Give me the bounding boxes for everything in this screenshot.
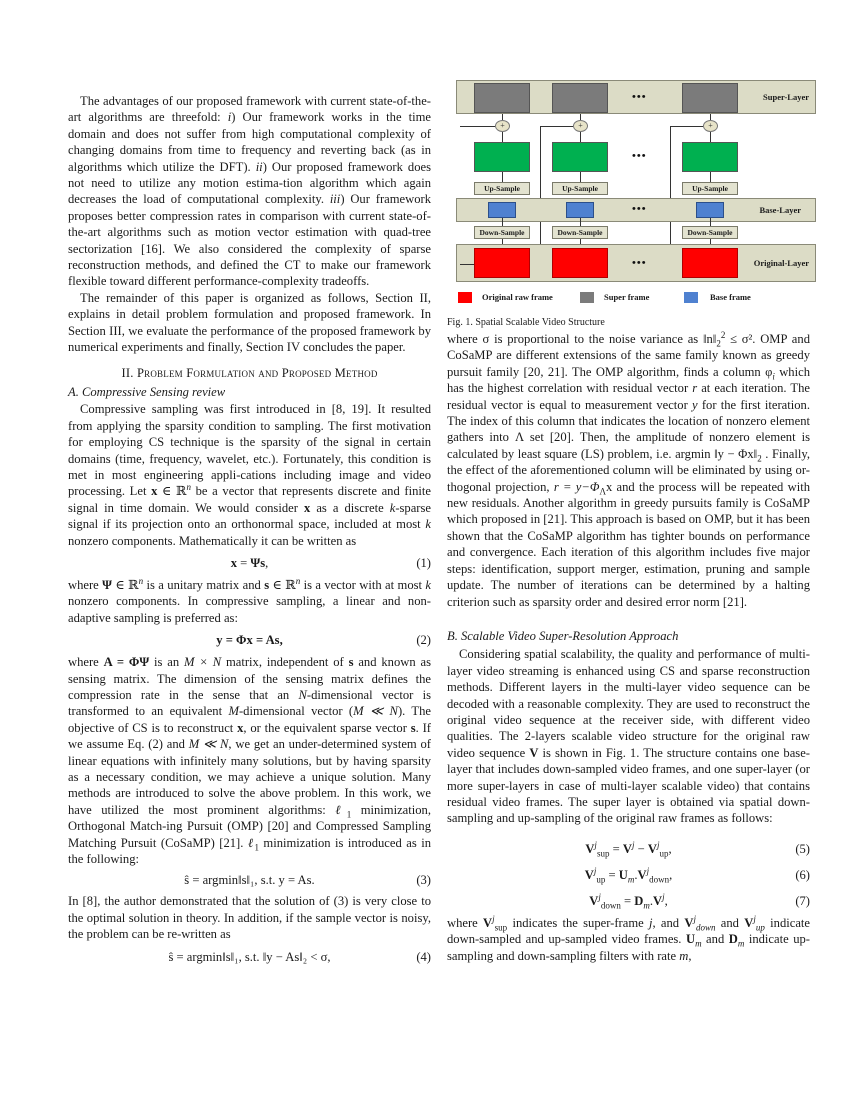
final-paragraph: where $V^j_{sup}$ indicates the super-frame j, and $V^j_{down}$ and $V^j_{up}$ indicate down-sampled and up-sampled video frames. $U_m$ and $D_m$ indicate up-sampling and down-sampling filters with rate m, xyxy=(447,913,811,963)
figure-spatial-scalable-video xyxy=(454,80,816,310)
subsection-heading-a: A. Compressive Sensing review xyxy=(68,384,226,399)
ellipsis-super: ••• xyxy=(632,91,647,103)
left-column xyxy=(68,93,431,971)
connector xyxy=(710,132,711,142)
section-heading-ii: II. Problem Formulation and Proposed Method xyxy=(121,365,378,380)
super-frame-2 xyxy=(552,83,608,113)
base-frame-2 xyxy=(566,202,594,218)
svsr-paragraph: Considering spatial scalability, the quality and performance of multi-layer video streaming is enhanced using CS and sparse reconstruction methods. Different layers in the multi-layer video sequence can be decoded with a reasonable complexity. They are used to reconstruct the original video sequence at the receiver side, with different video qualities. The 2-layers scalable video structure for the original raw video sequence V is shown in Fig. 1. The structure contains one base-layer that includes down-sampled video frames, and one super-layer (or more super-layers in case of multi-layer scalable video) that contains residual video frames. The super layer is obtained via spatial down-sampling and up-sampling of the original raw frames as follows: xyxy=(447,647,810,826)
legend-swatch-base xyxy=(684,292,698,303)
ellipsis-base: ••• xyxy=(632,203,647,215)
equation-6: $V^j_{up} = U_m.V^j_{down}$, (6) xyxy=(447,863,810,887)
equation-number: (7) xyxy=(795,893,810,908)
legend-label-original: Original raw frame xyxy=(482,292,553,302)
figure-caption: Fig. 1. Spatial Scalable Video Structure xyxy=(447,317,605,328)
up-sample-box-1: Up-Sample xyxy=(474,182,530,195)
connector xyxy=(580,114,581,120)
equation-number: (1) xyxy=(416,555,431,570)
greedy-pursuit-paragraph: where σ is proportional to the noise variance as $‖n‖_2^2 \le \sigma^2$. OMP and CoSaMP are different extensions of the same family known as greedy pursuit family [20, 21]. The OMP algorithm, finds a column $\varphi_i$ which has the highest correlation with residual vector r at each iteration. The residual vector is equal to measurement vector y for the first iteration. The index of this column that indicates the location of nonzero element gathers into Λ set [20]. Then, the amplitude of nonzero element is calculated by least square (LS) problem, i.e. argmin ‖y − $\Phi x‖_2$ . Finally, the effect of the aforementioned column will be eliminated by using or-thogonal projection, $r = y-\Phi_\Lambda x$ and the process will be repeated with new residuals. Another algorithm in greedy pursuits family is CoSaMP which proposed in [21]. This approach is based on OMP, but it has been shown that the CoSaMP algorithm has tighter bounds on performance and convergence. Each iteration of this algorithm includes five major steps: identification, support merger, estimation, pruning and sample update. The number of iterations can be determined by a halting criterion such as sparsity order and desired error norm [21]. xyxy=(447,329,811,609)
cs-paragraph-1: Compressive sampling was first introduced in [8, 19]. It resulted from applying the sparsity condition to sampling. The first motivation for employing CS technique is the sparsity of the signal in certain domains (time, frequency, wavelet, etc.). Fortunately, this condition is met in most engineering appli-cations including image and video processing. Let x ∈ ℝ$^n$ be a vector that represents discrete and finite signal in time domain. We would consider x as a discrete k-sparse signal if its projection onto an orthonormal space, included at most k nonzero components. Mathematically it can be written as xyxy=(68,402,431,548)
sum-node-2: + xyxy=(573,120,588,132)
connector xyxy=(540,126,573,127)
up-sample-box-2: Up-Sample xyxy=(552,182,608,195)
down-sample-box-3: Down-Sample xyxy=(682,226,738,239)
sum-node-1: + xyxy=(495,120,510,132)
intro-paragraph-2: The remainder of this paper is organized as follows, Section II, explains in detail problem formulation and proposed framework. In Section III, we evaluate the performance of the proposed framework by numerical experiments and finally, Section IV concludes the paper. xyxy=(68,290,431,355)
right-column xyxy=(447,331,810,964)
connector xyxy=(580,218,581,226)
base-frame-3 xyxy=(696,202,724,218)
legend-label-base: Base frame xyxy=(710,292,751,302)
upsampled-frame-2 xyxy=(552,142,608,172)
intro-paragraph-1: The advantages of our proposed framework with current state-of-the-art algorithms are threefold: i) Our framework works in the time domain and does not suffer from high computational complexity of changing domains from time to frequency and reverting back (as in algorithms which utilize the DFT). ii) Our proposed framework does not need to utilize any motion estima-tion algorithm which again decreases the load of computational complexity. iii) Our framework proposes better compression rates in comparison with current state-of-the-art algorithms such as motion vector estimation with quad-tree sectorization [16]. We also considered the complexity of sparse reconstruction methods, and defined the CT to make our framework flexible toward different performance-complexity tradeoffs. xyxy=(68,94,431,289)
connector xyxy=(460,264,474,265)
legend-swatch-super xyxy=(580,292,594,303)
super-frame-3 xyxy=(682,83,738,113)
connector xyxy=(460,126,495,127)
connector xyxy=(710,172,711,182)
super-layer-label: Super-Layer xyxy=(763,92,809,102)
equation-4: ŝ = argmin‖s‖₁, s.t. ‖y − As‖₂ < σ, (4) xyxy=(68,945,431,969)
connector xyxy=(502,218,503,226)
equation-number: (3) xyxy=(416,873,431,888)
subsection-heading-b: B. Scalable Video Super-Resolution Approach xyxy=(447,628,679,643)
equation-7: $V^j_{down} = D_m.V^j$, (7) xyxy=(447,889,810,913)
upsampled-frame-1 xyxy=(474,142,530,172)
legend-swatch-original xyxy=(458,292,472,303)
connector xyxy=(502,132,503,142)
up-sample-box-3: Up-Sample xyxy=(682,182,738,195)
down-sample-box-1: Down-Sample xyxy=(474,226,530,239)
original-frame-3 xyxy=(682,248,738,278)
ellipsis-original: ••• xyxy=(632,257,647,269)
figure-legend xyxy=(454,291,816,305)
connector xyxy=(710,218,711,226)
equation-3: ŝ = argmin‖s‖₁, s.t. y = As. (3) xyxy=(68,869,431,891)
connector xyxy=(502,114,503,120)
equation-number: (5) xyxy=(795,841,810,856)
original-frame-2 xyxy=(552,248,608,278)
down-sample-box-2: Down-Sample xyxy=(552,226,608,239)
connector xyxy=(580,172,581,182)
base-layer-label: Base-Layer xyxy=(759,205,801,215)
base-frame-1 xyxy=(488,202,516,218)
upsampled-frame-3 xyxy=(682,142,738,172)
legend-label-super: Super frame xyxy=(604,292,650,302)
cs-paragraph-4: In [8], the author demonstrated that the solution of (3) is very close to the optimal solution in theory. In addition, if the sample vector is noisy, the problem can be re-written as xyxy=(68,894,431,942)
equation-number: (6) xyxy=(795,867,810,882)
original-frame-1 xyxy=(474,248,530,278)
equation-5: $V^j_{sup} = V^j - V^j_{up}$, (5) xyxy=(447,837,810,861)
original-layer-label: Original-Layer xyxy=(753,258,809,268)
equation-number: (2) xyxy=(416,633,431,648)
equation-number: (4) xyxy=(416,949,431,964)
connector xyxy=(670,126,703,127)
cs-paragraph-2: where Ψ ∈ ℝ$^n$ is a unitary matrix and s ∈ ℝ$^n$ is a vector with at most k nonzero components. In compressive sampling, a linear and non-adaptive sampling is preferred as: xyxy=(68,575,432,625)
ellipsis-residual: ••• xyxy=(632,150,647,162)
sum-node-3: + xyxy=(703,120,718,132)
connector xyxy=(580,132,581,142)
connector xyxy=(710,114,711,120)
cs-paragraph-3: where A = ΦΨ is an M × N matrix, independent of s and known as sensing matrix. The dimension of the sensing matrix defines the compression rate in the sense that an N-dimensional vector is transformed to an equivalent M-dimensional vector (M ≪ N). The objective of CS is to reconstruct x, or the equivalent sparse vector s. If we assume Eq. (2) and M ≪ N, we get an under-determined system of linear equations with infinitely many solutions, but by having sparsity as a necessary condition, we may achieve a unique solution. Many methods are introduced to solve the above problem. In this work, we have utilized the most prominent algorithms: ℓ$_1$ minimization, Orthogonal Match-ing Pursuit (OMP) [20] and Compressed Sampling Matching Pursuit (CoSaMP) [21]. ℓ$_1$ minimization is introduced as in the following: xyxy=(68,655,432,867)
equation-2: y = Φx = As, (2) xyxy=(68,628,431,652)
super-frame-1 xyxy=(474,83,530,113)
connector xyxy=(502,172,503,182)
equation-1: x = Ψs, (1) xyxy=(68,551,431,575)
